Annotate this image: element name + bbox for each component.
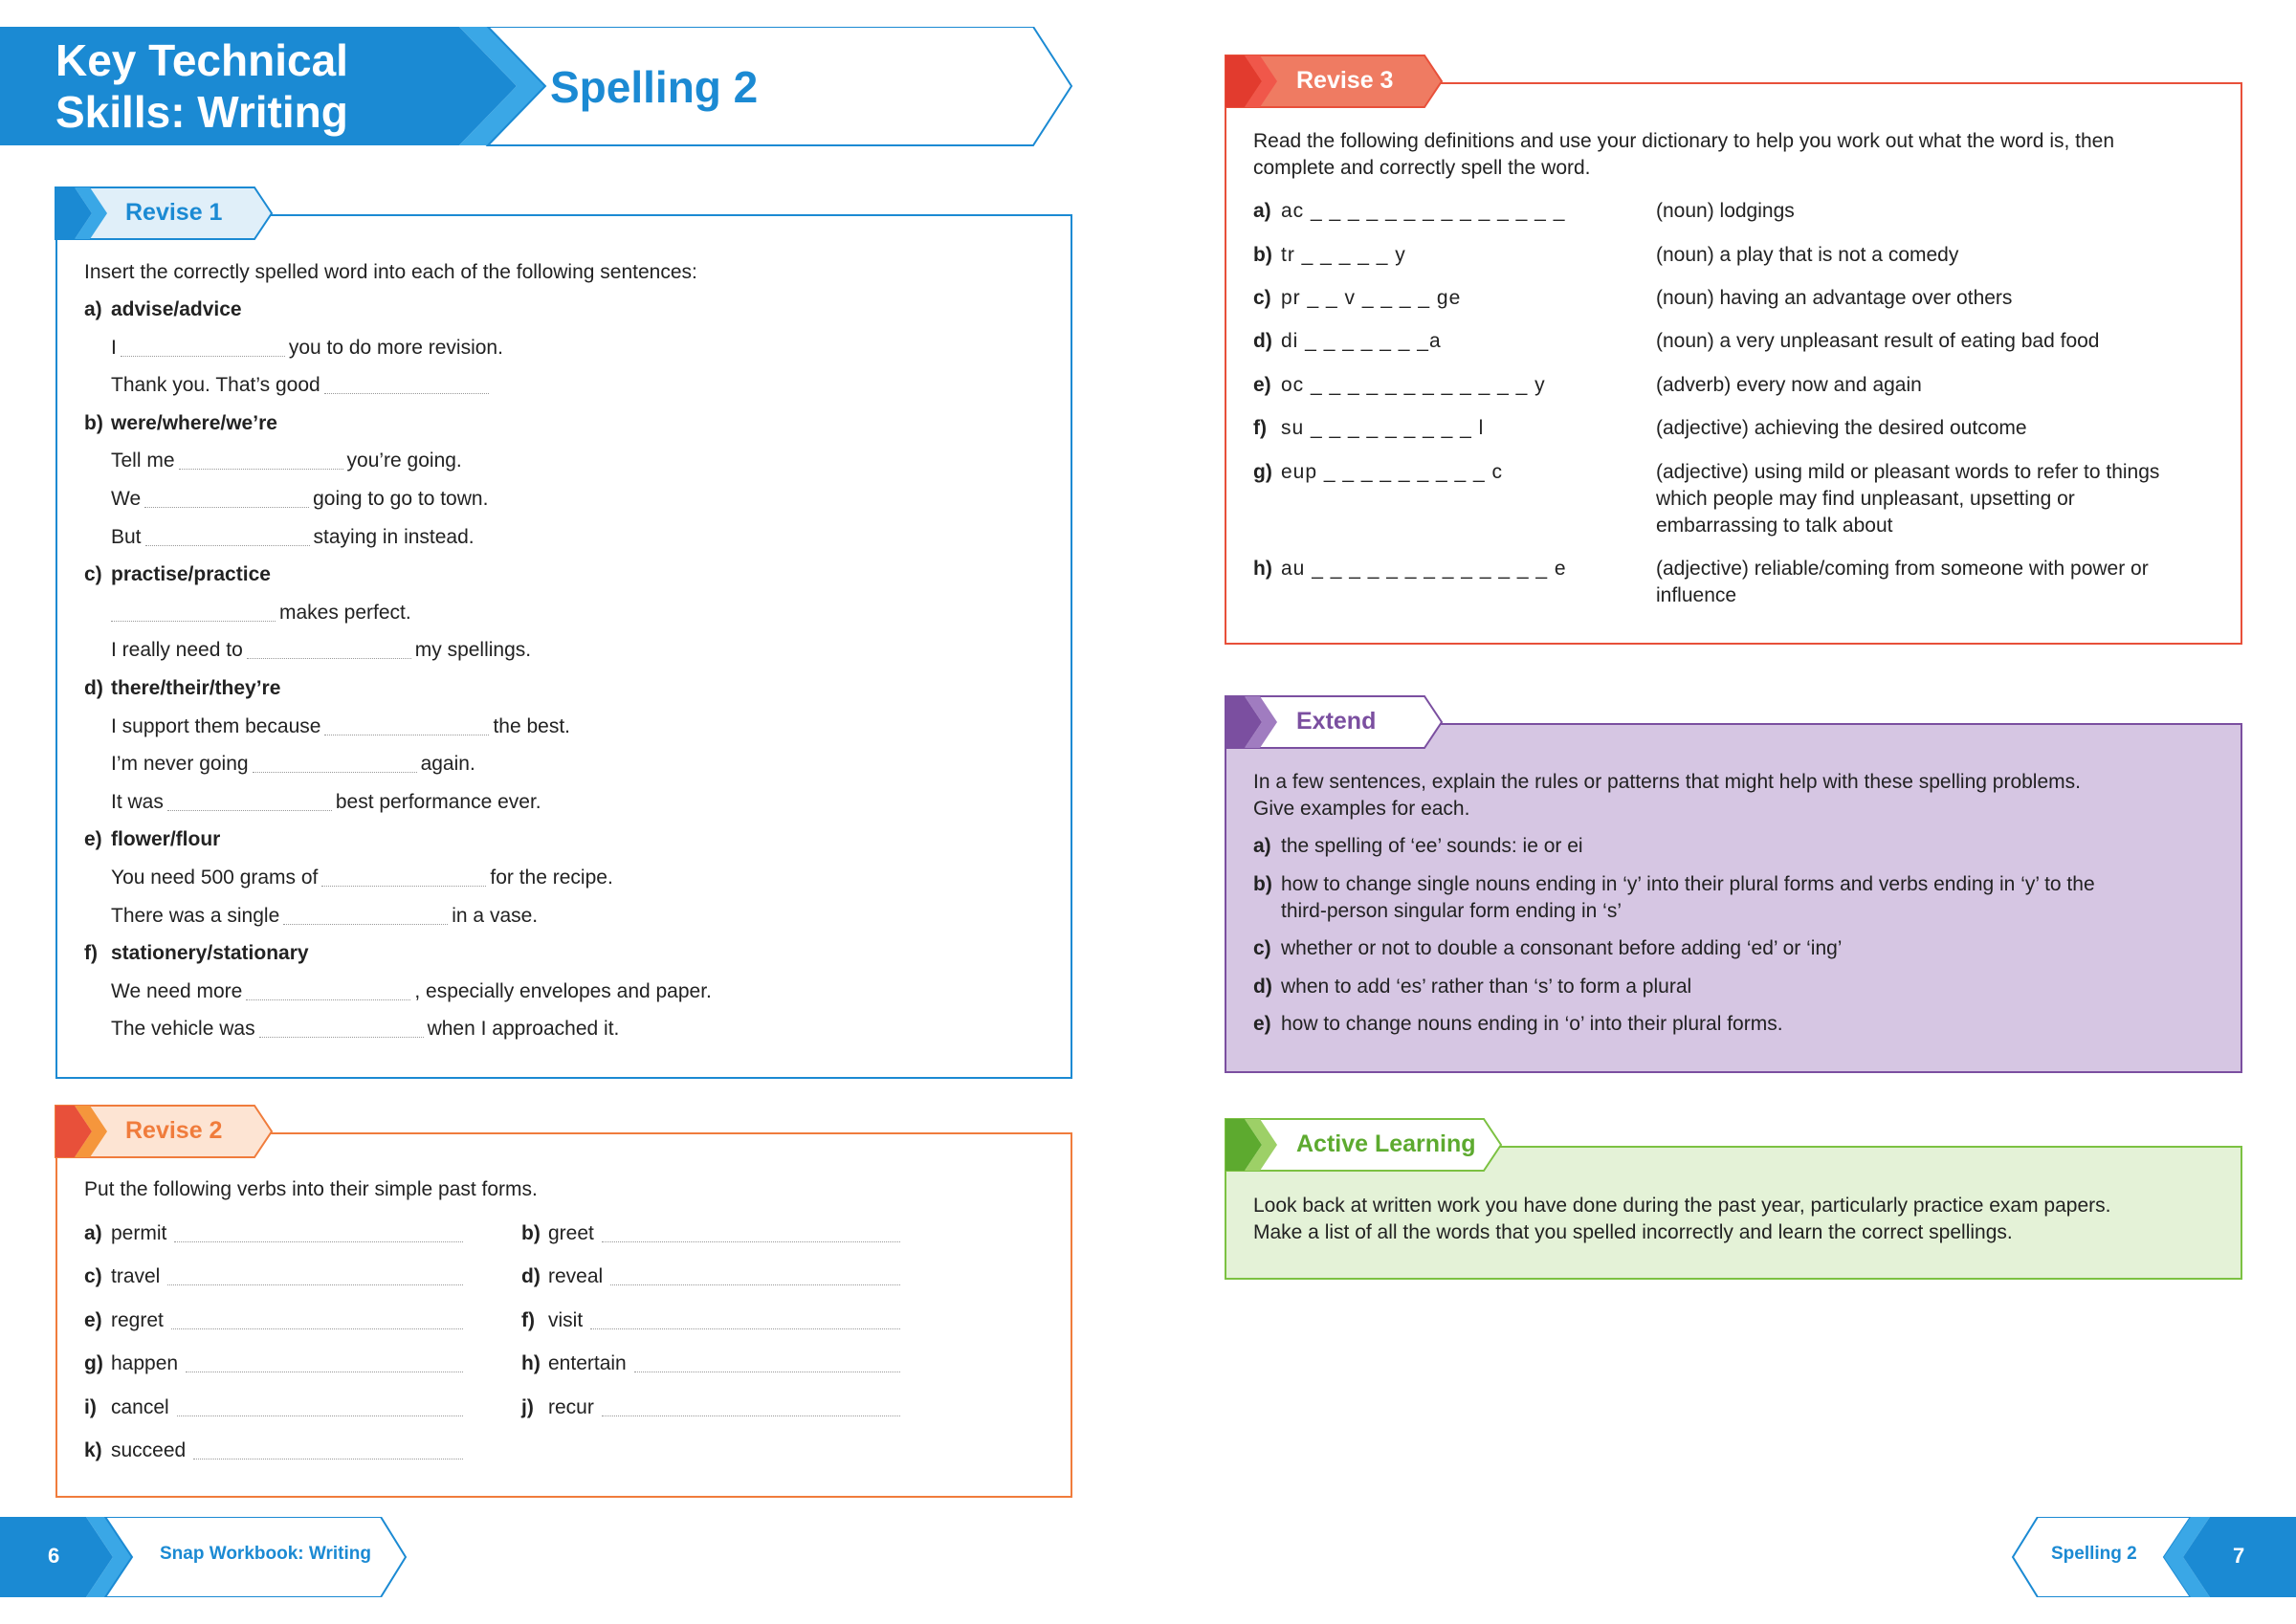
word-puzzle[interactable]: ac _ _ _ _ _ _ _ _ _ _ _ _ _ _ xyxy=(1281,200,1566,222)
word-options: were/where/we’re xyxy=(111,411,277,434)
prompt-text: how to change nouns ending in ‘o’ into their plural forms. xyxy=(1281,1013,1783,1036)
item-letter: d) xyxy=(1253,975,1272,998)
sentence-end: you to do more revision. xyxy=(288,336,503,359)
active-learning-line1: Look back at written work you have done during the past year, particularly practice exam papers. xyxy=(1253,1195,2111,1217)
sentence-start: I xyxy=(111,336,117,359)
item-letter: k) xyxy=(84,1439,102,1461)
sentence-start: I support them because xyxy=(111,714,321,737)
sentence-end: going to go to town. xyxy=(313,488,489,510)
sentence-end: you’re going. xyxy=(346,450,462,472)
page-title: Spelling 2 xyxy=(550,62,759,112)
definition: (noun) a play that is not a comedy xyxy=(1656,244,1959,266)
revise2-instruction: Put the following verbs into their simple past forms. xyxy=(84,1178,538,1200)
revise3-instruction-line1: Read the following definitions and use your dictionary to help you work out what the word is, then xyxy=(1253,130,2115,152)
verb: succeed xyxy=(111,1439,187,1461)
answer-blank[interactable] xyxy=(602,1241,900,1242)
item-letter: a) xyxy=(84,298,102,320)
item-letter: e) xyxy=(1253,374,1271,396)
prompt-text: the spelling of ‘ee’ sounds: ie or ei xyxy=(1281,835,1583,857)
answer-blank[interactable] xyxy=(247,658,411,659)
item-letter: h) xyxy=(1253,558,1272,580)
answer-blank[interactable] xyxy=(610,1284,900,1285)
definition: (adjective) reliable/coming from someone with power or xyxy=(1656,558,2149,580)
sentence-start: I really need to xyxy=(111,639,243,662)
footer-section-title: Spelling 2 xyxy=(2051,1544,2137,1564)
item-letter: b) xyxy=(1253,244,1272,266)
word-puzzle[interactable]: eup _ _ _ _ _ _ _ _ _ c xyxy=(1281,461,1503,483)
answer-blank[interactable] xyxy=(174,1241,463,1242)
revise1-instruction: Insert the correctly spelled word into each of the following sentences: xyxy=(84,261,697,283)
sentence-start: There was a single xyxy=(111,904,280,927)
answer-blank[interactable] xyxy=(144,507,309,508)
item-letter: e) xyxy=(1253,1013,1271,1036)
item-letter: b) xyxy=(1253,872,1272,895)
item-letter: c) xyxy=(1253,937,1271,960)
item-letter: j) xyxy=(521,1395,534,1418)
answer-blank[interactable] xyxy=(590,1328,900,1329)
word-puzzle[interactable]: su _ _ _ _ _ _ _ _ _ l xyxy=(1281,417,1485,439)
page-number-right: 7 xyxy=(2233,1544,2245,1568)
extend-intro-line2: Give examples for each. xyxy=(1253,798,1470,820)
verb: visit xyxy=(548,1308,584,1331)
verb: reveal xyxy=(548,1265,604,1288)
definition: (noun) lodgings xyxy=(1656,200,1795,222)
footer-book-title: Snap Workbook: Writing xyxy=(160,1544,371,1564)
answer-blank[interactable] xyxy=(253,772,417,773)
sentence-end: again. xyxy=(420,753,475,776)
sentence-end: best performance ever. xyxy=(335,790,541,813)
item-letter: c) xyxy=(84,563,102,586)
item-letter: i) xyxy=(84,1395,97,1418)
definition: influence xyxy=(1656,584,1737,606)
verb: travel xyxy=(111,1265,161,1288)
prompt-text: whether or not to double a consonant before adding ‘ed’ or ‘ing’ xyxy=(1281,937,1843,960)
active-learning-tab-label: Active Learning xyxy=(1296,1130,1476,1157)
answer-blank[interactable] xyxy=(121,356,285,357)
answer-blank[interactable] xyxy=(171,1328,463,1329)
item-letter: g) xyxy=(84,1352,103,1375)
answer-blank[interactable] xyxy=(324,393,489,394)
revise2-tab-label: Revise 2 xyxy=(125,1117,223,1144)
answer-blank[interactable] xyxy=(259,1037,424,1038)
item-letter: a) xyxy=(84,1222,102,1244)
item-letter: a) xyxy=(1253,200,1271,222)
item-letter: e) xyxy=(84,1308,102,1331)
section-label-line1: Key Technical xyxy=(55,35,348,85)
sentence-end: for the recipe. xyxy=(490,867,613,889)
extend-intro-line1: In a few sentences, explain the rules or patterns that might help with these spelling problems. xyxy=(1253,771,2081,793)
item-letter: g) xyxy=(1253,461,1272,483)
answer-blank[interactable] xyxy=(167,810,332,811)
sentence-end: , especially envelopes and paper. xyxy=(414,979,712,1002)
item-letter: e) xyxy=(84,828,102,851)
word-puzzle[interactable]: tr _ _ _ _ _ y xyxy=(1281,244,1406,266)
word-puzzle[interactable]: di _ _ _ _ _ _ _a xyxy=(1281,330,1442,352)
word-options: stationery/stationary xyxy=(111,942,309,965)
word-options: flower/flour xyxy=(111,828,221,851)
sentence-start: Tell me xyxy=(111,450,175,472)
item-letter: h) xyxy=(521,1352,541,1375)
sentence-end: when I approached it. xyxy=(427,1018,620,1041)
sentence-start: It was xyxy=(111,790,164,813)
definition: (adjective) using mild or pleasant words to refer to things xyxy=(1656,461,2160,483)
word-puzzle[interactable]: pr _ _ v _ _ _ _ ge xyxy=(1281,287,1462,309)
sentence-end: makes perfect. xyxy=(279,601,411,624)
sentence-start: I’m never going xyxy=(111,753,249,776)
answer-blank[interactable] xyxy=(167,1284,463,1285)
item-letter: f) xyxy=(1253,417,1267,439)
definition: embarrassing to talk about xyxy=(1656,515,1893,537)
verb: regret xyxy=(111,1308,164,1331)
item-letter: f) xyxy=(84,942,98,965)
definition: which people may find unpleasant, upsetting or xyxy=(1656,488,2075,510)
definition: (adjective) achieving the desired outcome xyxy=(1656,417,2027,439)
item-letter: b) xyxy=(84,411,103,434)
answer-blank[interactable] xyxy=(111,621,276,622)
sentence-start: Thank you. That’s good xyxy=(111,374,320,397)
verb: permit xyxy=(111,1222,167,1244)
word-options: there/their/they’re xyxy=(111,677,281,699)
prompt-text: third-person singular form ending in ‘s’ xyxy=(1281,899,1623,922)
revise3-tab-label: Revise 3 xyxy=(1296,67,1394,94)
revise1-tab-label: Revise 1 xyxy=(125,199,223,226)
sentence-start: We xyxy=(111,488,142,510)
extend-tab-label: Extend xyxy=(1296,708,1377,735)
prompt-text: how to change single nouns ending in ‘y’ into their plural forms and verbs ending in ‘y’ to the xyxy=(1281,872,2095,895)
sentence-start: We need more xyxy=(111,979,243,1002)
item-letter: c) xyxy=(1253,287,1271,309)
item-letter: d) xyxy=(521,1265,541,1288)
word-options: practise/practice xyxy=(111,563,271,586)
prompt-text: when to add ‘es’ rather than ‘s’ to form a plural xyxy=(1281,975,1692,998)
answer-blank[interactable] xyxy=(321,886,486,887)
answer-blank[interactable] xyxy=(145,545,310,546)
sentence-start: You need 500 grams of xyxy=(111,867,319,889)
sentence-start: The vehicle was xyxy=(111,1018,255,1041)
sentence-end: in a vase. xyxy=(452,904,539,927)
word-puzzle[interactable]: au _ _ _ _ _ _ _ _ _ _ _ _ _ e xyxy=(1281,558,1567,580)
sentence-start: But xyxy=(111,525,142,548)
verb: happen xyxy=(111,1352,179,1375)
item-letter: c) xyxy=(84,1265,102,1288)
verb: cancel xyxy=(111,1395,169,1418)
verb: recur xyxy=(548,1395,594,1418)
item-letter: a) xyxy=(1253,835,1271,857)
answer-blank[interactable] xyxy=(179,469,343,470)
word-puzzle[interactable]: oc _ _ _ _ _ _ _ _ _ _ _ _ y xyxy=(1281,374,1546,396)
verb: entertain xyxy=(548,1352,627,1375)
item-letter: b) xyxy=(521,1222,541,1244)
revise3-instruction-line2: complete and correctly spell the word. xyxy=(1253,157,1591,179)
answer-blank[interactable] xyxy=(283,924,448,925)
item-letter: f) xyxy=(521,1308,535,1331)
item-letter: d) xyxy=(84,677,103,699)
page-number-left: 6 xyxy=(48,1544,60,1568)
sentence-end: my spellings. xyxy=(414,639,532,662)
sentence-end: staying in instead. xyxy=(313,525,475,548)
active-learning-line2: Make a list of all the words that you spelled incorrectly and learn the correct spellings. xyxy=(1253,1221,2013,1243)
sentence-end: the best. xyxy=(493,714,571,737)
item-letter: d) xyxy=(1253,330,1272,352)
definition: (noun) a very unpleasant result of eating bad food xyxy=(1656,330,2100,352)
definition: (noun) having an advantage over others xyxy=(1656,287,2013,309)
answer-blank[interactable] xyxy=(246,999,410,1000)
section-label-line2: Skills: Writing xyxy=(55,87,348,137)
verb: greet xyxy=(548,1222,594,1244)
word-options: advise/advice xyxy=(111,298,242,320)
definition: (adverb) every now and again xyxy=(1656,374,1922,396)
